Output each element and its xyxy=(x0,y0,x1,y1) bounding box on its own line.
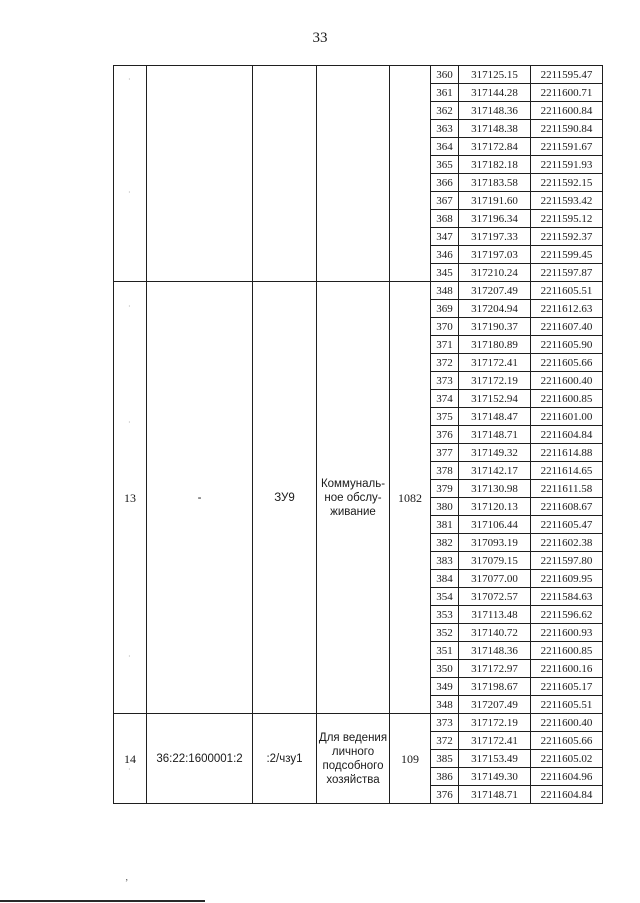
y-coordinate-cell: 2211614.65 xyxy=(531,462,603,480)
point-number-cell: 375 xyxy=(431,408,459,426)
scan-speck: · xyxy=(128,418,131,427)
parcel-number-cell: 13 xyxy=(114,282,147,714)
y-coordinate-cell: 2211600.40 xyxy=(531,714,603,732)
point-number-cell: 380 xyxy=(431,498,459,516)
y-coordinate-cell: 2211614.88 xyxy=(531,444,603,462)
y-coordinate-cell: 2211605.90 xyxy=(531,336,603,354)
y-coordinate-cell: 2211600.84 xyxy=(531,102,603,120)
point-number-cell: 363 xyxy=(431,120,459,138)
point-number-cell: 365 xyxy=(431,156,459,174)
table-body xyxy=(114,66,603,804)
y-coordinate-cell: 2211605.17 xyxy=(531,678,603,696)
y-coordinate-cell: 2211600.71 xyxy=(531,84,603,102)
point-number-cell: 351 xyxy=(431,642,459,660)
point-number-cell: 367 xyxy=(431,192,459,210)
x-coordinate-cell: 317148.71 xyxy=(459,786,531,804)
y-coordinate-cell: 2211593.42 xyxy=(531,192,603,210)
y-coordinate-cell: 2211604.96 xyxy=(531,768,603,786)
x-coordinate-cell: 317190.37 xyxy=(459,318,531,336)
point-number-cell: 386 xyxy=(431,768,459,786)
area-cell xyxy=(390,66,431,282)
point-number-cell: 381 xyxy=(431,516,459,534)
y-coordinate-cell: 2211609.95 xyxy=(531,570,603,588)
permitted-use-line: Для ведения xyxy=(318,731,388,744)
permitted-use-line: хозяйства xyxy=(326,773,380,786)
y-coordinate-cell: 2211605.66 xyxy=(531,732,603,750)
x-coordinate-cell: 317148.36 xyxy=(459,642,531,660)
y-coordinate-cell: 2211597.87 xyxy=(531,264,603,282)
point-number-cell: 353 xyxy=(431,606,459,624)
point-number-cell: 347 xyxy=(431,228,459,246)
area-cell: 109 xyxy=(390,714,431,804)
permitted-use-cell xyxy=(317,714,390,804)
point-number-cell: 348 xyxy=(431,282,459,300)
parcel-number-cell xyxy=(114,66,147,282)
x-coordinate-cell: 317079.15 xyxy=(459,552,531,570)
cadastral-number-cell: - xyxy=(147,282,253,714)
y-coordinate-cell: 2211592.37 xyxy=(531,228,603,246)
y-coordinate-cell: 2211596.62 xyxy=(531,606,603,624)
y-coordinate-cell: 2211600.93 xyxy=(531,624,603,642)
x-coordinate-cell: 317198.67 xyxy=(459,678,531,696)
permitted-use-line: ное обслу- xyxy=(324,491,382,504)
x-coordinate-cell: 317130.98 xyxy=(459,480,531,498)
y-coordinate-cell: 2211604.84 xyxy=(531,786,603,804)
parcel-designation-cell: ЗУ9 xyxy=(253,282,317,714)
point-number-cell: 352 xyxy=(431,624,459,642)
point-number-cell: 349 xyxy=(431,678,459,696)
y-coordinate-cell: 2211591.93 xyxy=(531,156,603,174)
x-coordinate-cell: 317140.72 xyxy=(459,624,531,642)
x-coordinate-cell: 317120.13 xyxy=(459,498,531,516)
y-coordinate-cell: 2211597.80 xyxy=(531,552,603,570)
cadastral-number-cell: 36:22:1600001:2 xyxy=(147,714,253,804)
x-coordinate-cell: 317148.38 xyxy=(459,120,531,138)
x-coordinate-cell: 317182.18 xyxy=(459,156,531,174)
scan-speck: · xyxy=(128,765,131,774)
y-coordinate-cell: 2211600.16 xyxy=(531,660,603,678)
y-coordinate-cell: 2211601.00 xyxy=(531,408,603,426)
x-coordinate-cell: 317172.19 xyxy=(459,714,531,732)
point-number-cell: 350 xyxy=(431,660,459,678)
point-number-cell: 373 xyxy=(431,372,459,390)
table-row xyxy=(114,66,603,84)
point-number-cell: 346 xyxy=(431,246,459,264)
x-coordinate-cell: 317197.03 xyxy=(459,246,531,264)
y-coordinate-cell: 2211602.38 xyxy=(531,534,603,552)
x-coordinate-cell: 317142.17 xyxy=(459,462,531,480)
y-coordinate-cell: 2211605.66 xyxy=(531,354,603,372)
cadastral-number-cell xyxy=(147,66,253,282)
x-coordinate-cell: 317172.84 xyxy=(459,138,531,156)
point-number-cell: 382 xyxy=(431,534,459,552)
x-coordinate-cell: 317210.24 xyxy=(459,264,531,282)
x-coordinate-cell: 317125.15 xyxy=(459,66,531,84)
point-number-cell: 385 xyxy=(431,750,459,768)
x-coordinate-cell: 317191.60 xyxy=(459,192,531,210)
x-coordinate-cell: 317148.47 xyxy=(459,408,531,426)
parcel-number-cell: 14 xyxy=(114,714,147,804)
x-coordinate-cell: 317172.97 xyxy=(459,660,531,678)
y-coordinate-cell: 2211600.85 xyxy=(531,642,603,660)
x-coordinate-cell: 317172.19 xyxy=(459,372,531,390)
x-coordinate-cell: 317172.41 xyxy=(459,354,531,372)
y-coordinate-cell: 2211612.63 xyxy=(531,300,603,318)
x-coordinate-cell: 317149.32 xyxy=(459,444,531,462)
permitted-use-line: живание xyxy=(330,505,376,518)
x-coordinate-cell: 317152.94 xyxy=(459,390,531,408)
permitted-use-line: Коммуналь- xyxy=(320,477,386,490)
x-coordinate-cell: 317093.19 xyxy=(459,534,531,552)
table-row xyxy=(114,282,603,300)
point-number-cell: 373 xyxy=(431,714,459,732)
y-coordinate-cell: 2211600.40 xyxy=(531,372,603,390)
x-coordinate-cell: 317149.30 xyxy=(459,768,531,786)
x-coordinate-cell: 317180.89 xyxy=(459,336,531,354)
coordinates-table xyxy=(113,65,603,804)
scan-speck: · xyxy=(128,188,131,197)
permitted-use-line: личного xyxy=(331,745,375,758)
point-number-cell: 360 xyxy=(431,66,459,84)
y-coordinate-cell: 2211607.40 xyxy=(531,318,603,336)
y-coordinate-cell: 2211595.12 xyxy=(531,210,603,228)
x-coordinate-cell: 317148.71 xyxy=(459,426,531,444)
point-number-cell: 362 xyxy=(431,102,459,120)
y-coordinate-cell: 2211608.67 xyxy=(531,498,603,516)
point-number-cell: 374 xyxy=(431,390,459,408)
x-coordinate-cell: 317207.49 xyxy=(459,696,531,714)
x-coordinate-cell: 317204.94 xyxy=(459,300,531,318)
point-number-cell: 348 xyxy=(431,696,459,714)
x-coordinate-cell: 317172.41 xyxy=(459,732,531,750)
point-number-cell: 379 xyxy=(431,480,459,498)
scan-speck: · xyxy=(128,302,131,311)
parcel-designation-cell: :2/чзу1 xyxy=(253,714,317,804)
y-coordinate-cell: 2211605.51 xyxy=(531,696,603,714)
y-coordinate-cell: 2211605.02 xyxy=(531,750,603,768)
point-number-cell: 364 xyxy=(431,138,459,156)
point-number-cell: 372 xyxy=(431,354,459,372)
page-number: 33 xyxy=(312,30,328,46)
point-number-cell: 371 xyxy=(431,336,459,354)
permitted-use-cell xyxy=(317,66,390,282)
x-coordinate-cell: 317183.58 xyxy=(459,174,531,192)
y-coordinate-cell: 2211590.84 xyxy=(531,120,603,138)
area-cell: 1082 xyxy=(390,282,431,714)
x-coordinate-cell: 317113.48 xyxy=(459,606,531,624)
x-coordinate-cell: 317197.33 xyxy=(459,228,531,246)
point-number-cell: 376 xyxy=(431,426,459,444)
point-number-cell: 368 xyxy=(431,210,459,228)
x-coordinate-cell: 317072.57 xyxy=(459,588,531,606)
point-number-cell: 377 xyxy=(431,444,459,462)
y-coordinate-cell: 2211605.51 xyxy=(531,282,603,300)
y-coordinate-cell: 2211611.58 xyxy=(531,480,603,498)
y-coordinate-cell: 2211592.15 xyxy=(531,174,603,192)
footer-rule xyxy=(0,900,205,902)
y-coordinate-cell: 2211604.84 xyxy=(531,426,603,444)
x-coordinate-cell: 317106.44 xyxy=(459,516,531,534)
parcel-designation-cell xyxy=(253,66,317,282)
scan-speck: · xyxy=(128,652,131,661)
point-number-cell: 384 xyxy=(431,570,459,588)
scan-mark: ‚ xyxy=(125,872,129,883)
permitted-use-cell xyxy=(317,282,390,714)
point-number-cell: 376 xyxy=(431,786,459,804)
point-number-cell: 378 xyxy=(431,462,459,480)
y-coordinate-cell: 2211600.85 xyxy=(531,390,603,408)
x-coordinate-cell: 317148.36 xyxy=(459,102,531,120)
point-number-cell: 383 xyxy=(431,552,459,570)
y-coordinate-cell: 2211584.63 xyxy=(531,588,603,606)
point-number-cell: 370 xyxy=(431,318,459,336)
y-coordinate-cell: 2211599.45 xyxy=(531,246,603,264)
y-coordinate-cell: 2211591.67 xyxy=(531,138,603,156)
point-number-cell: 369 xyxy=(431,300,459,318)
scan-speck: · xyxy=(128,75,131,84)
y-coordinate-cell: 2211595.47 xyxy=(531,66,603,84)
permitted-use-line: подсобного xyxy=(322,759,384,772)
x-coordinate-cell: 317144.28 xyxy=(459,84,531,102)
y-coordinate-cell: 2211605.47 xyxy=(531,516,603,534)
table-row xyxy=(114,714,603,732)
x-coordinate-cell: 317153.49 xyxy=(459,750,531,768)
x-coordinate-cell: 317207.49 xyxy=(459,282,531,300)
x-coordinate-cell: 317077.00 xyxy=(459,570,531,588)
point-number-cell: 354 xyxy=(431,588,459,606)
point-number-cell: 345 xyxy=(431,264,459,282)
x-coordinate-cell: 317196.34 xyxy=(459,210,531,228)
point-number-cell: 366 xyxy=(431,174,459,192)
point-number-cell: 361 xyxy=(431,84,459,102)
point-number-cell: 372 xyxy=(431,732,459,750)
